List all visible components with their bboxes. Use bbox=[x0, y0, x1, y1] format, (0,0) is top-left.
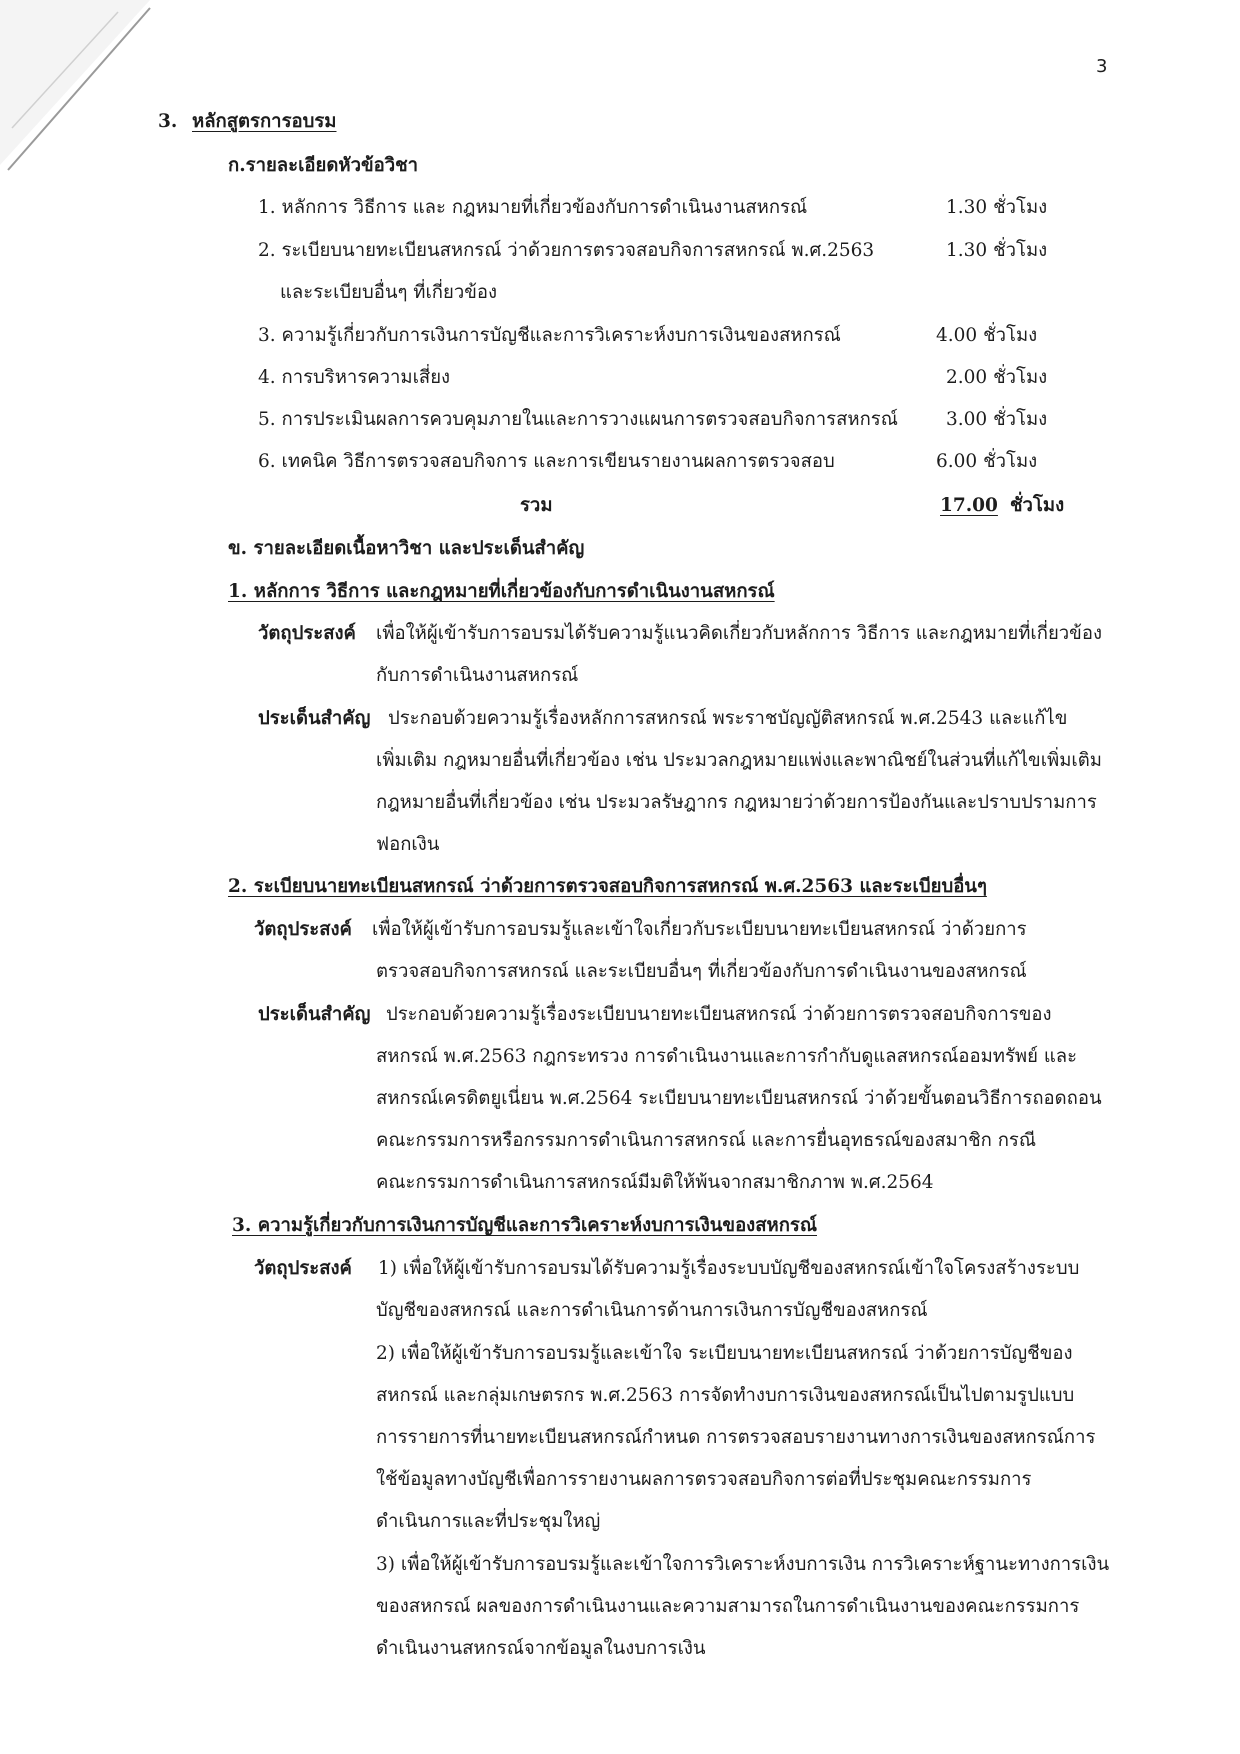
issue-line: สหกรณ์ พ.ศ.2563 กฎกระทรวง การดำเนินงานและการกำกับดูแลสหกรณ์ออมทรัพย์ และ bbox=[376, 1046, 1078, 1067]
objective-line: เพื่อให้ผู้เข้ารับการอบรมได้รับความรู้แนวคิดเกี่ยวกับหลักการ วิธีการ และกฎหมายที่เกี่ยวข้อง bbox=[376, 623, 1102, 644]
objective-label: วัตถุประสงค์ bbox=[254, 1258, 352, 1279]
course-item-continuation: และระเบียบอื่นๆ ที่เกี่ยวข้อง bbox=[280, 282, 498, 303]
objective-line: 2) เพื่อให้ผู้เข้ารับการอบรมรู้และเข้าใจ ระเบียบนายทะเบียนสหกรณ์ ว่าด้วยการบัญชีของ bbox=[376, 1343, 1073, 1364]
issue-line: ฟอกเงิน bbox=[376, 834, 440, 855]
objective-line: การรายการที่นายทะเบียนสหกรณ์กำหนด การตรวจสอบรายงานทางการเงินของสหกรณ์การ bbox=[376, 1427, 1096, 1448]
course-item-text: 2. ระเบียบนายทะเบียนสหกรณ์ ว่าด้วยการตรวจสอบกิจการสหกรณ์ พ.ศ.2563 bbox=[258, 240, 875, 261]
objective-line: ดำเนินการและที่ประชุมใหญ่ bbox=[376, 1511, 601, 1532]
objective-line: เพื่อให้ผู้เข้ารับการอบรมรู้และเข้าใจเกี่ยวกับระเบียบนายทะเบียนสหกรณ์ ว่าด้วยการ bbox=[372, 919, 1027, 940]
course-item-text: 5. การประเมินผลการควบคุมภายในและการวางแผนการตรวจสอบกิจการสหกรณ์ bbox=[258, 409, 898, 430]
issue-line: เพิ่มเติม กฎหมายอื่นที่เกี่ยวข้อง เช่น ประมวลกฎหมายแพ่งและพาณิชย์ในส่วนที่แก้ไขเพิ่มเติม bbox=[376, 750, 1102, 771]
course-item-hours: 4.00 ชั่วโมง bbox=[936, 325, 1038, 346]
course-item-hours: 1.30 ชั่วโมง bbox=[946, 240, 1048, 261]
total-unit: ชั่วโมง bbox=[1010, 495, 1065, 516]
course-item-text: 6. เทคนิค วิธีการตรวจสอบกิจการ และการเขียนรายงานผลการตรวจสอบ bbox=[258, 451, 835, 472]
course-item-text: 1. หลักการ วิธีการ และ กฎหมายที่เกี่ยวข้องกับการดำเนินงานสหกรณ์ bbox=[258, 197, 808, 218]
issue-line: ประกอบด้วยความรู้เรื่องหลักการสหกรณ์ พระราชบัญญัติสหกรณ์ พ.ศ.2543 และแก้ไข bbox=[388, 708, 1068, 729]
objective-line: 1) เพื่อให้ผู้เข้ารับการอบรมได้รับความรู้เรื่องระบบบัญชีของสหกรณ์เข้าใจโครงสร้างระบบ bbox=[378, 1258, 1080, 1279]
objective-label: วัตถุประสงค์ bbox=[254, 919, 352, 940]
objective-line: ดำเนินงานสหกรณ์จากข้อมูลในงบการเงิน bbox=[376, 1638, 706, 1659]
course-item-text: 4. การบริหารความเสี่ยง bbox=[258, 367, 451, 388]
topic-heading: 2. ระเบียบนายทะเบียนสหกรณ์ ว่าด้วยการตรวจสอบกิจการสหกรณ์ พ.ศ.2563 และระเบียบอื่นๆ bbox=[228, 876, 987, 897]
topic-heading: 3. ความรู้เกี่ยวกับการเงินการบัญชีและการวิเคราะห์งบการเงินของสหกรณ์ bbox=[232, 1215, 817, 1236]
course-item-hours: 1.30 ชั่วโมง bbox=[946, 197, 1048, 218]
course-item-hours: 3.00 ชั่วโมง bbox=[946, 409, 1048, 430]
objective-label: วัตถุประสงค์ bbox=[258, 623, 356, 644]
objective-line: กับการดำเนินงานสหกรณ์ bbox=[376, 665, 579, 686]
course-item-hours: 2.00 ชั่วโมง bbox=[946, 367, 1048, 388]
issue-label: ประเด็นสำคัญ bbox=[258, 1004, 371, 1025]
objective-line: 3) เพื่อให้ผู้เข้ารับการอบรมรู้และเข้าใจการวิเคราะห์งบการเงิน การวิเคราะห์ฐานะทางการเงิน bbox=[376, 1554, 1110, 1575]
page-corner-fold bbox=[0, 0, 180, 180]
objective-line: ตรวจสอบกิจการสหกรณ์ และระเบียบอื่นๆ ที่เกี่ยวข้องกับการดำเนินงานของสหกรณ์ bbox=[376, 961, 1027, 982]
objective-line: ของสหกรณ์ ผลของการดำเนินงานและความสามารถในการดำเนินงานของคณะกรรมการ bbox=[376, 1596, 1080, 1617]
topic-heading: 1. หลักการ วิธีการ และกฎหมายที่เกี่ยวข้องกับการดำเนินงานสหกรณ์ bbox=[228, 581, 775, 602]
objective-line: สหกรณ์ และกลุ่มเกษตรกร พ.ศ.2563 การจัดทำงบการเงินของสหกรณ์เป็นไปตามรูปแบบ bbox=[376, 1385, 1075, 1406]
issue-line: คณะกรรมการหรือกรรมการดำเนินการสหกรณ์ และการยื่นอุทธรณ์ของสมาชิก กรณี bbox=[376, 1130, 1037, 1151]
part-b-title: ข. รายละเอียดเนื้อหาวิชา และประเด็นสำคัญ bbox=[228, 538, 585, 559]
objective-line: ใช้ข้อมูลทางบัญชีเพื่อการรายงานผลการตรวจสอบกิจการต่อที่ประชุมคณะกรรมการ bbox=[376, 1469, 1032, 1490]
course-item-hours: 6.00 ชั่วโมง bbox=[936, 451, 1038, 472]
issue-line: สหกรณ์เครดิตยูเนี่ยน พ.ศ.2564 ระเบียบนายทะเบียนสหกรณ์ ว่าด้วยขั้นตอนวิธีการถอดถอน bbox=[376, 1088, 1102, 1109]
issue-label: ประเด็นสำคัญ bbox=[258, 708, 371, 729]
course-item-text: 3. ความรู้เกี่ยวกับการเงินการบัญชีและการวิเคราะห์งบการเงินของสหกรณ์ bbox=[258, 325, 841, 346]
total-label: รวม bbox=[520, 495, 553, 516]
total-value: 17.00 bbox=[940, 495, 998, 516]
page-number: 3 bbox=[1096, 56, 1108, 77]
section-title: หลักสูตรการอบรม bbox=[192, 111, 337, 132]
objective-line: บัญชีของสหกรณ์ และการดำเนินการด้านการเงินการบัญชีของสหกรณ์ bbox=[376, 1300, 928, 1321]
issue-line: กฎหมายอื่นที่เกี่ยวข้อง เช่น ประมวลรัษฎากร กฎหมายว่าด้วยการป้องกันและปราบปรามการ bbox=[376, 792, 1097, 813]
issue-line: ประกอบด้วยความรู้เรื่องระเบียบนายทะเบียนสหกรณ์ ว่าด้วยการตรวจสอบกิจการของ bbox=[386, 1004, 1052, 1025]
issue-line: คณะกรรมการดำเนินการสหกรณ์มีมติให้พ้นจากสมาชิกภาพ พ.ศ.2564 bbox=[376, 1172, 934, 1193]
section-number: 3. bbox=[158, 111, 178, 132]
part-a-title: ก.รายละเอียดหัวข้อวิชา bbox=[228, 155, 419, 176]
